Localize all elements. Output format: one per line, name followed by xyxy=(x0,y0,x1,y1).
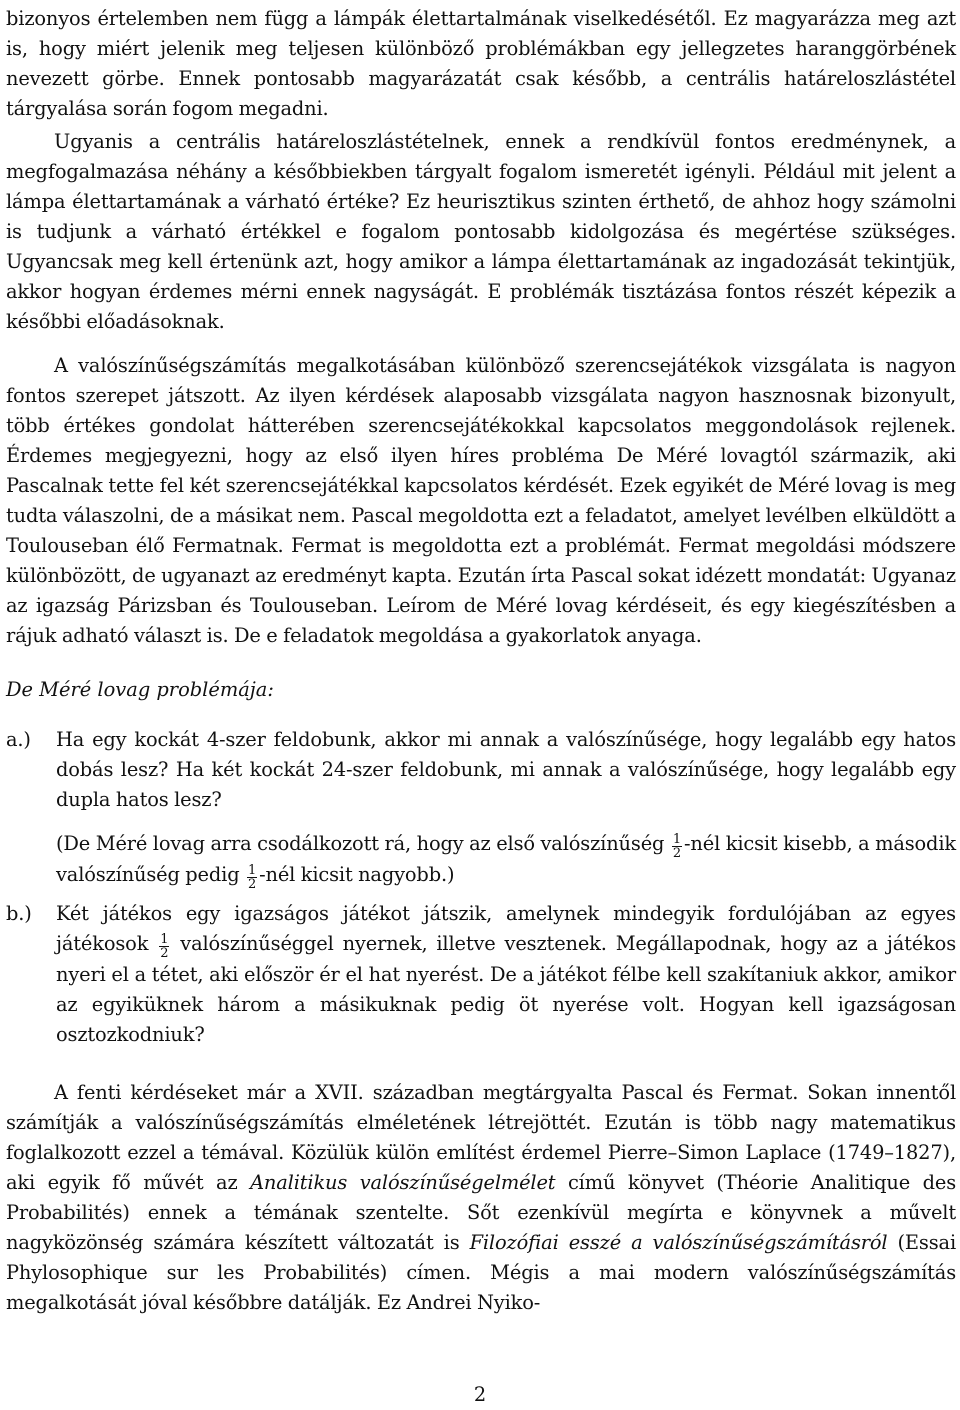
page-number: 2 xyxy=(473,1383,487,1406)
paragraph-intro: bizonyos értelemben nem függ a lámpák élettartalmának viselkedésétől. Ez magyarázza meg azt is, hogy miért jelenik meg teljesen különböző problémákban egy jellegzetes haranggörbének nevezett görbe. Ennek pontosabb magyarázatát csak később, a centrális határeloszlástétel tárgyalása során fogom megadni. xyxy=(6,7,956,120)
item-b-part2: valószínűséggel nyernek, illetve vesztenek. Megállapodnak, hogy az a játékos nyeri el a tétet, aki először ér el hat nyerést. De a játékot félbe kell szakítaniuk akkor, amikor az egyiküknek három a másikuknak pedig öt nyerése volt. Hogyan kell igazságosan osztozkodniuk? xyxy=(56,932,956,1046)
item-b-text xyxy=(56,899,956,1050)
item-a-note-part2: -nél kicsit kisebb, a második valószínűség pedig xyxy=(56,832,956,886)
item-b-label: b.) xyxy=(6,902,32,925)
item-a-note-part3: -nél kicsit nagyobb.) xyxy=(259,863,455,886)
paragraph-laplace xyxy=(6,1078,956,1318)
laplace-text-1: A fenti kérdéseket már a XVII. században megtárgyalta Pascal és Fermat. Sokan innentől számítják a valószínűségszámítás elméletének létrejöttét. Ezután is több nagy matematikus foglalkozott ezzel a témával. Közülük külön említést érdemel Pierre–Simon Laplace (1749–1827), aki egyik fő művét az xyxy=(6,1081,956,1194)
laplace-text-2: című könyvet (Théorie Analitique des Probabilités) ennek a témának szentelte. Sőt ezenkívül megírta e könyvnek a művelt nagyközönség számára készített változatát is xyxy=(6,1171,956,1254)
document-page xyxy=(6,0,956,1318)
item-a-note xyxy=(56,829,956,891)
item-b-part1: Két játékos egy igazságos játékot játszik, amelynek mindegyik fordulójában az egyes játékosok xyxy=(56,902,956,955)
paragraph-central-limit: Ugyanis a centrális határeloszlástételnek, ennek a rendkívül fontos eredménynek, a megfogalmazása néhány a későbbiekben tárgyalt fogalom ismeretét igényli. Például mit jelent a lámpa élettartamának a várható értéke? Ez heurisztikus szinten érthető, de ahhoz hogy számolni is tudjunk a várható értékkel e fogalom pontosabb kidolgozása és megértése szükséges. Ugyancsak meg kell értenünk azt, hogy amikor a lámpa élettartamának az ingadozását tekintjük, akkor hogyan érdemes mérni ennek nagyságát. E problémák tisztázása fontos részét képezik a későbbi előadásoknak. xyxy=(6,130,956,333)
laplace-book-title: Analitikus valószínűségelmélet xyxy=(250,1171,556,1194)
laplace-essay-title: Filozófiai esszé a valószínűségszámításról xyxy=(469,1231,888,1254)
item-a-note-part1: (De Méré lovag arra csodálkozott rá, hogy az első valószínűség xyxy=(56,832,670,855)
fraction-one-half: $\frac{1}{2}$ xyxy=(672,832,681,861)
paragraph-history: A valószínűségszámítás megalkotásában különböző szerencsejátékok vizsgálata is nagyon fontos szerepet játszott. Az ilyen kérdések alaposabb vizsgálata nagyon hasznosnak bizonyult, több értékes gondolat hátterében szerencsejátékokkal kapcsolatos meggondolások rejlenek. Érdemes megjegyezni, hogy az első ilyen híres probléma De Méré lovagtól származik, aki Pascalnak tette fel két szerencsejátékkal kapcsolatos kérdését. Ezek egyikét de Méré lovag is meg tudta válaszolni, de a másikat nem. Pascal megoldotta ezt a feladatot, amelyet levélben elküldött a Toulouseban élő Fermatnak. Fermat is megoldotta ezt a problémát. Fermat megoldási módszere különbözött, de ugyanazt az eredményt kapta. Ezután írta Pascal sokat idézett mondatát: Ugyanaz az igazság Párizsban és Toulouseban. Leírom de Méré lovag kérdéseit, és egy kiegészítésben a rájuk adható választ is. De e feladatok megoldása a gyakorlatok anyaga. xyxy=(6,354,956,647)
problem-item-b xyxy=(6,899,956,1050)
fraction-one-half: $\frac{1}{2}$ xyxy=(160,932,169,961)
problem-heading: De Méré lovag problémája: xyxy=(6,678,274,701)
problem-item-a xyxy=(6,725,956,891)
item-a-text: Ha egy kockát 4-szer feldobunk, akkor mi annak a valószínűsége, hogy legalább egy hatos dobás lesz? Ha két kockát 24-szer feldobunk, mi annak a valószínűsége, hogy legalább egy dupla hatos lesz? xyxy=(56,728,956,811)
fraction-one-half: $\frac{1}{2}$ xyxy=(247,863,257,892)
laplace-text-3: (Essai Phylosophique sur les Probabilités) címen. Mégis a mai modern valószínűségszámítás megalkotását jóval későbbre datálják. Ez Andrei Nyiko- xyxy=(6,1231,956,1314)
item-a-label: a.) xyxy=(6,728,31,751)
